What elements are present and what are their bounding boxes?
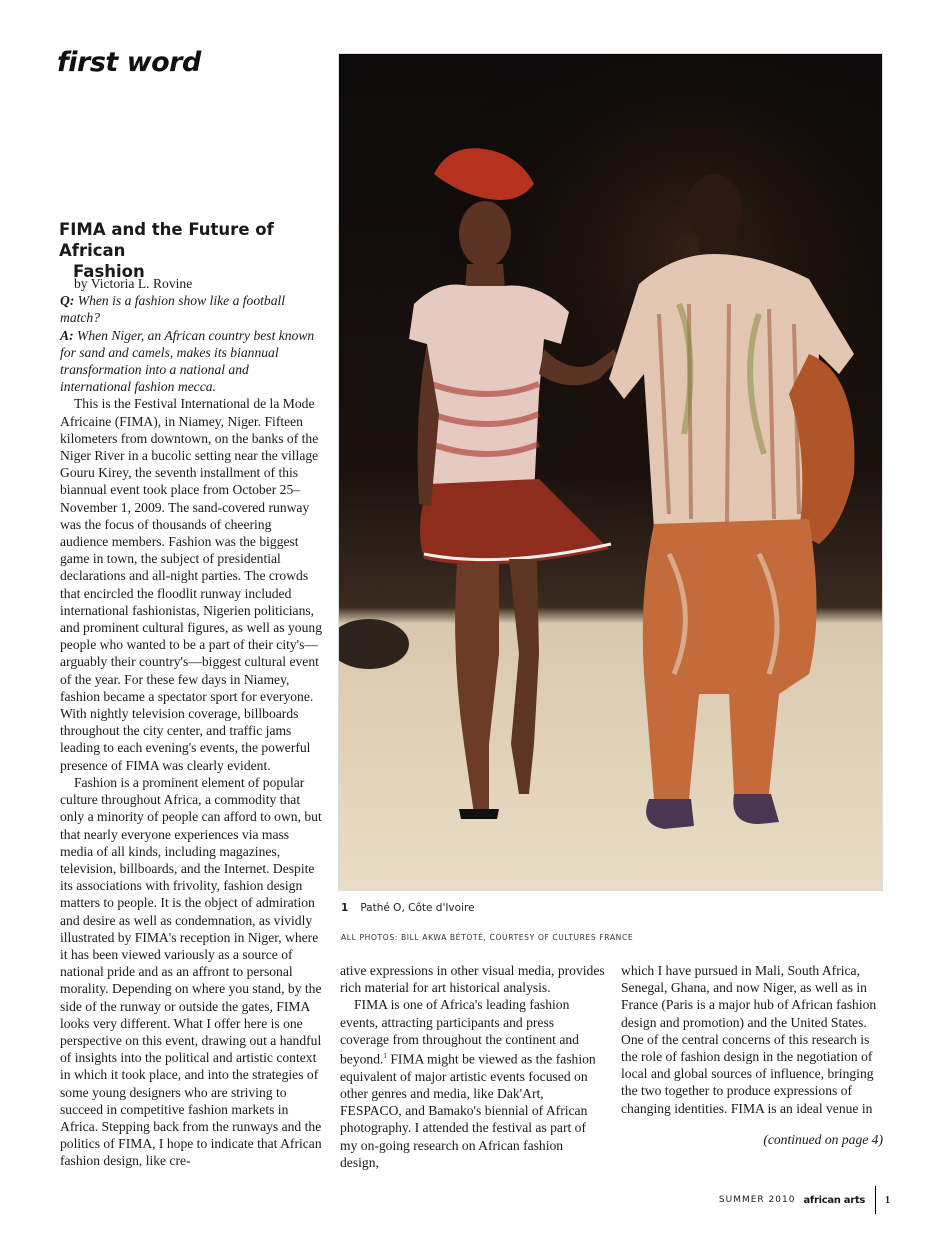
answer <box>60 327 322 396</box>
byline: by Victoria L. Rovine <box>74 276 193 291</box>
photo-credit: ALL PHOTOS: BILL AKWA BÉTOTÉ, COURTESY OF CULTURES FRANCE <box>341 933 634 942</box>
q-text: When is a fashion show like a football match? <box>60 293 286 326</box>
paragraph: Fashion is a prominent element of popular culture throughout Africa, a commodity that only a minority of people can afford to own, but that nearly everyone experiences via mass media of all kinds, including magazines, television, billboards, and the Internet. Despite its associations with frivolity, fashion design matters to people. It is the object of admiration and desire as well as condemnation, as vividly illustrated by FIMA's reception in Niger, where it has been viewed variously as a source of national pride and as an affront to personal morality. Depending on where you stand, by the side of the runway or outside the gates, FIMA looks very different. What I offer here is one perspective on this event, drawing out a handful of insights into the political and artistic context in which it took place, and into the strategies of some young designers who are striving to succeed in competitive fashion markets in Africa. Stepping back from the runways and the politics of FIMA, I hope to indicate that African fashion design, like cre- <box>60 774 322 1169</box>
article-title-line2: Fashion <box>73 262 145 281</box>
text-column-2 <box>340 962 605 1171</box>
footer-divider <box>875 1186 876 1214</box>
page-footer <box>719 1186 890 1214</box>
paragraph: ative expressions in other visual media, provides rich material for art historical analysis. <box>340 963 605 996</box>
runway-photo-illustration <box>339 54 883 891</box>
page-number: 1 <box>885 1194 890 1206</box>
text-column-3 <box>621 962 887 1117</box>
figure-caption-text: Pathé O, Côte d'Ivoire <box>360 902 475 914</box>
a-label: A: <box>60 327 74 343</box>
article-title <box>59 219 324 282</box>
paragraph: This is the Festival International de la Mode Africaine (FIMA), in Niamey, Niger. Fifteen kilometers from downtown, on the banks of the Niger River in a bucolic setting near the village Gouru Kirey, the seventh installment of this biannual event took place from October 25–November 1, 2009. The sand-covered runway was the focus of thousands of cheering audience members. Fashion was the biggest game in town, the subject of presidential declarations and all-night parties. The crowds that encircled the floodlit runway included international fashionistas, Nigerien politicians, and prominent cultural figures, as well as young people who wanted to be a part of their city's—arguably their country's—biggest cultural event of the year. For these few days in Niamey, fashion became a spectator sport for everyone. With nightly television coverage, billboards throughout the city center, and traffic jams leading to each evening's events, the powerful presence of FIMA was clearly evident. <box>60 396 322 773</box>
text-column-1 <box>60 275 322 1170</box>
runway-photo <box>338 53 883 891</box>
paragraph-part: FIMA is one of Africa's leading fashion events, attracting participants and press coverage from throughout the continent and beyond. <box>340 997 579 1067</box>
article-title-line1: FIMA and the Future of African <box>59 220 274 260</box>
section-label: first word <box>57 47 201 78</box>
figure-caption <box>341 902 475 914</box>
a-text: When Niger, an African country best known for sand and camels, makes its biannual transformation into a national and international fashion mecca. <box>60 327 315 395</box>
question <box>60 292 322 326</box>
footer-season: SUMMER 2010 <box>718 1195 796 1205</box>
paragraph: which I have pursued in Mali, South Africa, Senegal, Ghana, and now Niger, as well as in France (Paris is a major hub of African fashion design and promotion) and the United States. One of the central concerns of this research is the role of fashion design in the negotiation of local and global sources of influence, bringing the two together to produce expressions of changing identities. FIMA is an ideal venue in <box>621 963 877 1116</box>
footer-magazine: african arts <box>803 1194 865 1206</box>
continued-note: (continued on page 4) <box>763 1132 883 1147</box>
paragraph <box>340 996 605 1171</box>
footnote-marker: 1 <box>383 1052 387 1061</box>
q-label: Q: <box>60 293 75 309</box>
figure-number: 1 <box>341 902 349 914</box>
paragraph-part: FIMA might be viewed as the fashion equivalent of major artistic events focused on other genres and media, like Dak'Art, FESPACO, and Bamako's biennial of African photography. I attended the festival as part of my on-going research on African fashion design, <box>340 1051 596 1170</box>
